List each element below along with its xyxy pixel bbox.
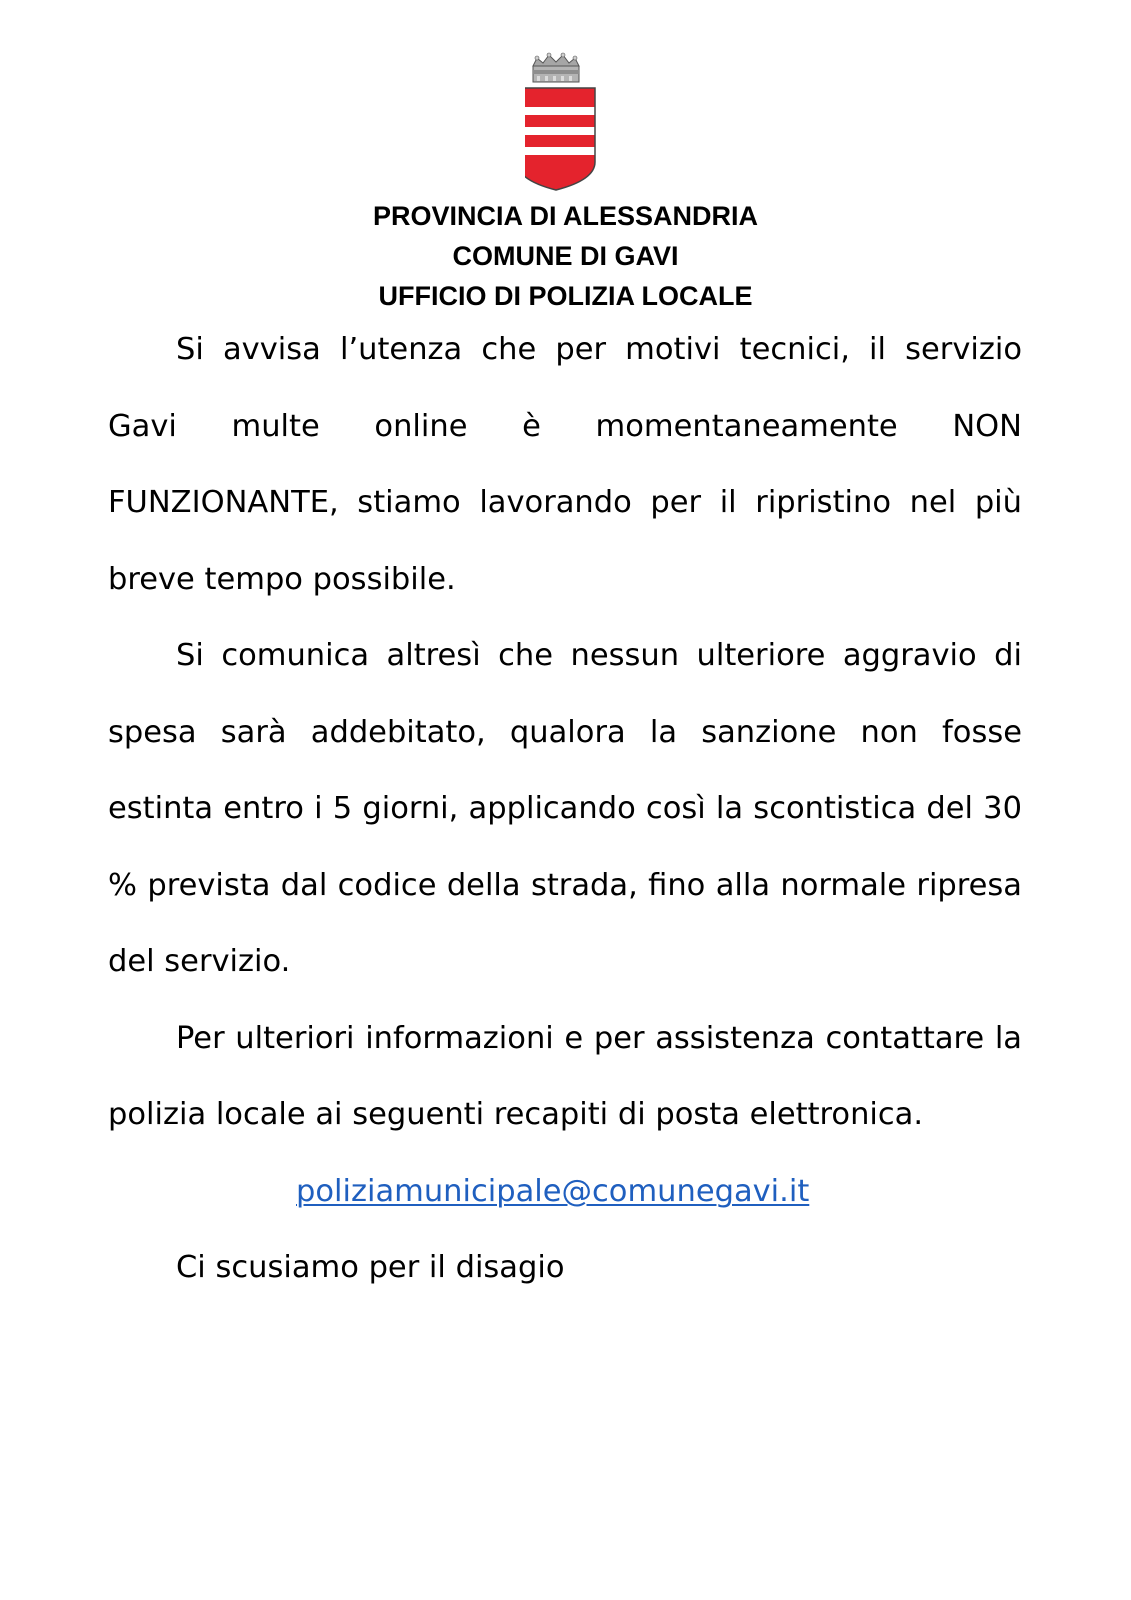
document-header	[0, 196, 1131, 316]
notice-body	[108, 312, 1022, 1307]
paragraph-contact-info: Per ulteriori informazioni e per assistenza contattare la polizia locale ai seguenti recapiti di posta elettronica.	[108, 1020, 1022, 1132]
email-link[interactable]: poliziamunicipale@comunegavi.it	[296, 1173, 810, 1209]
shield-icon	[525, 88, 595, 192]
office-heading: UFFICIO DI POLIZIA LOCALE	[378, 281, 753, 311]
paragraph-no-extra-charges: Si comunica altresì che nessun ulteriore aggravio di spesa sarà addebitato, qualora la sanzione non fosse estinta entro i 5 giorni, applicando così la scontistica del 30 % prevista dal codice della strada, fino alla normale ripresa del servizio.	[108, 638, 1022, 979]
municipality-heading: COMUNE DI GAVI	[452, 241, 679, 271]
municipal-coat-of-arms-icon	[525, 50, 597, 192]
province-heading: PROVINCIA DI ALESSANDRIA	[372, 201, 759, 231]
closing-line: Ci scusiamo per il disagio	[176, 1250, 565, 1285]
email-line	[108, 1154, 1022, 1231]
coat-of-arms	[525, 50, 597, 192]
crown-icon	[533, 53, 579, 82]
paragraph-service-outage: Si avvisa l’utenza che per motivi tecnici, il servizio Gavi multe online è momentaneamente NON FUNZIONANTE, stiamo lavorando per il ripristino nel più breve tempo possibile.	[108, 332, 1022, 597]
